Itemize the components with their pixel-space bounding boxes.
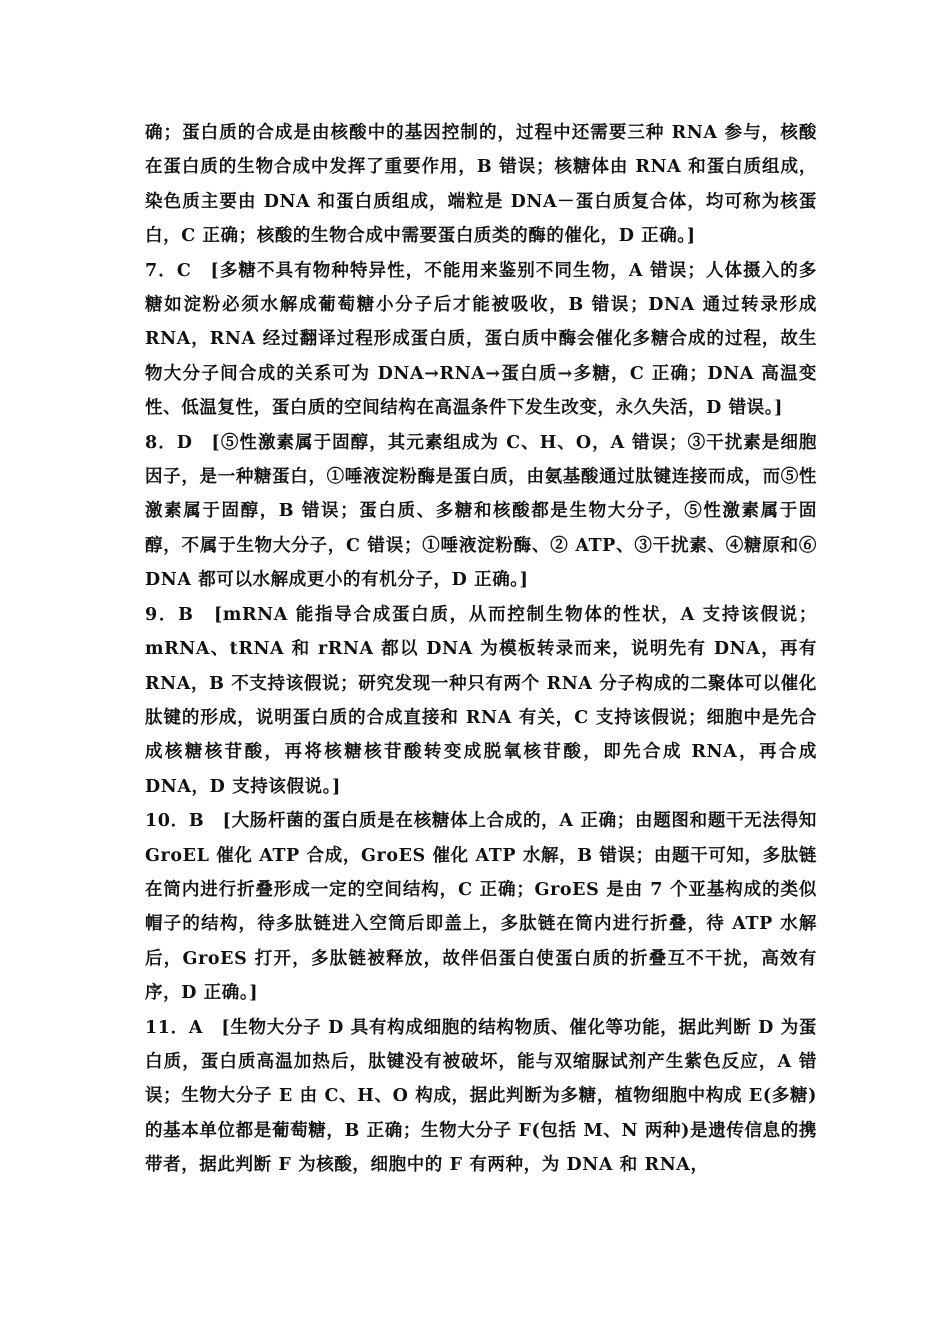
answer-11: 11．A [生物大分子 D 具有构成细胞的结构物质、催化等功能，据此判断 D 为蛋白质，蛋白质高温加热后，肽键没有被破坏，能与双缩脲试剂产生紫色反应，A 错误；生物大分子 E 由 C、H、O 构成，据此判断为多糖，植物细胞中构成 E(多糖)的基本单位都是葡萄糖，B 正确；生物大分子 F(包括 M、N 两种)是遗传信息的携带者，据此判断 F 为核酸，细胞中的 F 有两种，为 DNA 和 RNA，	[145, 1017, 817, 1176]
answer-text-block	[145, 116, 817, 1183]
answer-7: 7．C [多糖不具有物种特异性，不能用来鉴别不同生物，A 错误；人体摄入的多糖如淀粉必须水解成葡萄糖小分子后才能被吸收，B 错误；DNA 通过转录形成 RNA，RNA 经过翻译过程形成蛋白质，蛋白质中酶会催化多糖合成的过程，故生物大分子间合成的关系可为 DNA→RNA→蛋白质→多糖，C 正确；DNA 高温变性、低温复性，蛋白质的空间结构在高温条件下发生改变，永久失活，D 错误。]	[145, 260, 817, 419]
answer-continuation: 确；蛋白质的合成是由核酸中的基因控制的，过程中还需要三种 RNA 参与，核酸在蛋白质的生物合成中发挥了重要作用，B 错误；核糖体由 RNA 和蛋白质组成，染色质主要由 DNA 和蛋白质组成，端粒是 DNA－蛋白质复合体，均可称为核蛋白，C 正确；核酸的生物合成中需要蛋白质类的酶的催化，D 正确。]	[145, 123, 817, 247]
answer-8: 8．D [⑤性激素属于固醇，其元素组成为 C、H、O，A 错误；③干扰素是细胞因子，是一种糖蛋白，①唾液淀粉酶是蛋白质，由氨基酸通过肽键连接而成，而⑤性激素属于固醇，B 错误；蛋白质、多糖和核酸都是生物大分子，⑤性激素属于固醇，不属于生物大分子，C 错误；①唾液淀粉酶、② ATP、③干扰素、④糖原和⑥ DNA 都可以水解成更小的有机分子，D 正确。]	[145, 432, 817, 591]
answer-10: 10．B [大肠杆菌的蛋白质是在核糖体上合成的，A 正确；由题图和题干无法得知 GroEL 催化 ATP 合成，GroES 催化 ATP 水解，B 错误；由题干可知，多肽链在筒内进行折叠形成一定的空间结构，C 正确；GroES 是由 7 个亚基构成的类似帽子的结构，待多肽链进入空筒后即盖上，多肽链在筒内进行折叠，待 ATP 水解后，GroES 打开，多肽链被释放，故伴侣蛋白使蛋白质的折叠互不干扰，高效有序，D 正确。]	[145, 811, 817, 1004]
answer-9: 9．B [mRNA 能指导合成蛋白质，从而控制生物体的性状，A 支持该假说；mRNA、tRNA 和 rRNA 都以 DNA 为模板转录而来，说明先有 DNA，再有 RNA，B 不支持该假说；研究发现一种只有两个 RNA 分子构成的二聚体可以催化肽键的形成，说明蛋白质的合成直接和 RNA 有关，C 支持该假说；细胞中是先合成核糖核苷酸，再将核糖核苷酸转变成脱氧核苷酸，即先合成 RNA，再合成 DNA，D 支持该假说。]	[145, 604, 817, 797]
